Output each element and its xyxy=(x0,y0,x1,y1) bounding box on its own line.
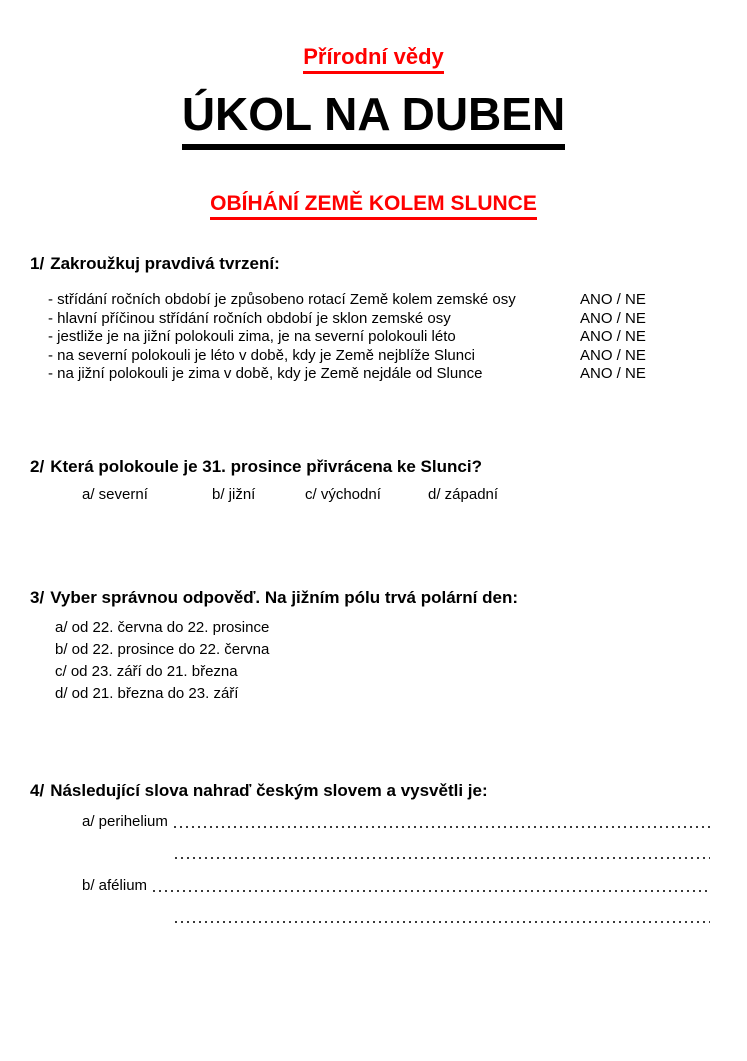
topic-heading-text: OBÍHÁNÍ ZEMĚ KOLEM SLUNCE xyxy=(210,191,537,220)
question-2-number: 2/ xyxy=(30,457,45,476)
statement-row xyxy=(48,347,717,366)
answer-line-afelium xyxy=(82,876,710,896)
question-3-number: 3/ xyxy=(30,588,45,607)
ano-ne-choice: ANO / NE xyxy=(580,309,646,327)
statement-text: - střídání ročních období je způsobeno rotací Země kolem zemské osy xyxy=(48,291,516,308)
question-3-heading-text: Vyber správnou odpověď. Na jižním pólu trvá polární den: xyxy=(50,588,519,607)
statement-row xyxy=(48,365,717,384)
question-1-number: 1/ xyxy=(30,254,45,273)
option-b: b/ jižní xyxy=(212,486,256,503)
statement-text: - jestliže je na jižní polokouli zima, je na severní polokouli léto xyxy=(48,328,456,346)
subject-heading xyxy=(0,44,747,74)
question-4-number: 4/ xyxy=(30,781,45,800)
question-1-heading xyxy=(30,254,280,274)
question-2-heading-text: Která polokoule je 31. prosince přivrácena ke Slunci? xyxy=(50,457,482,476)
topic-heading xyxy=(0,191,747,220)
option-c: c/ východní xyxy=(305,486,381,503)
question-4-heading-text: Následující slova nahraď českým slovem a vysvětli je: xyxy=(50,781,488,800)
statement-row xyxy=(48,291,717,310)
option-d: d/ západní xyxy=(428,486,499,503)
question-1-heading-text: Zakroužkuj pravdivá tvrzení: xyxy=(50,254,280,273)
dotted-answer-line xyxy=(175,921,710,923)
question-3-options xyxy=(55,617,269,705)
statement-row xyxy=(48,328,717,347)
statement-text: - hlavní příčinou střídání ročních období je sklon zemské osy xyxy=(48,309,451,327)
question-1-statements xyxy=(48,291,717,384)
question-2-heading xyxy=(30,457,482,477)
answer-line-perihelium xyxy=(82,812,710,832)
ano-ne-choice: ANO / NE xyxy=(580,291,646,308)
option-a: a/ severní xyxy=(82,486,148,503)
question-3-heading xyxy=(30,588,518,608)
dotted-answer-line xyxy=(175,857,710,859)
statement-row xyxy=(48,310,717,329)
question-2-options xyxy=(0,486,747,506)
statement-text: - na severní polokouli je léto v době, kdy je Země nejblíže Slunci xyxy=(48,346,475,364)
page-title xyxy=(0,86,747,150)
statement-text: - na jižní polokouli je zima v době, kdy je Země nejdále od Slunce xyxy=(48,365,483,383)
option-c: c/ od 23. září do 21. března xyxy=(55,663,238,680)
option-b: b/ od 22. prosince do 22. června xyxy=(55,641,270,658)
ano-ne-choice: ANO / NE xyxy=(580,346,646,364)
term-label: b/ afélium xyxy=(82,877,148,894)
dotted-answer-line xyxy=(153,890,710,892)
page-title-text: ÚKOL NA DUBEN xyxy=(182,86,565,150)
ano-ne-choice: ANO / NE xyxy=(580,365,646,383)
ano-ne-choice: ANO / NE xyxy=(580,328,646,346)
question-4-heading xyxy=(30,781,488,801)
option-a: a/ od 22. června do 22. prosince xyxy=(55,619,270,636)
subject-heading-text: Přírodní vědy xyxy=(303,44,444,74)
option-d: d/ od 21. března do 23. září xyxy=(55,685,239,702)
dotted-answer-line xyxy=(174,826,710,828)
term-label: a/ perihelium xyxy=(82,813,168,830)
